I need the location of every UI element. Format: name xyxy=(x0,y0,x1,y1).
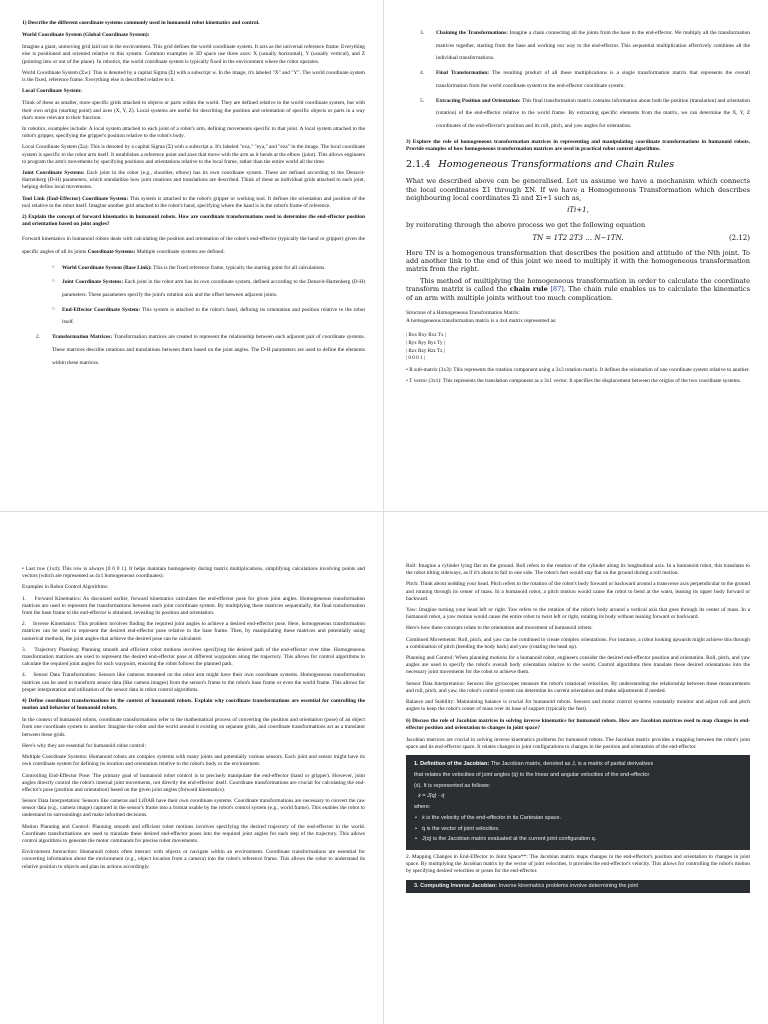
list-item: • q̇ is the vector of joint velocities. xyxy=(414,824,742,835)
joint-label: Joint Coordinate Systems: xyxy=(22,169,85,176)
coordinate-system-list xyxy=(22,262,365,330)
list-item-label: Joint Coordinate Systems: xyxy=(62,279,124,286)
book-paragraph-2: by reiterating through the above process we get the following equation xyxy=(406,220,646,229)
list-number: 2. xyxy=(22,621,27,628)
list-item-label: Transformation Matrices: xyxy=(52,334,113,341)
joint-paragraph xyxy=(22,170,365,191)
tool-text: This system is attached to the robot's gripper or working tool. It defines the orientation and position of the tool relative to the robot itself. Imagine another grid attached to the robot's hand, specifying where the hand is in the robot's frame of reference. xyxy=(22,195,365,209)
yaw-paragraph: Yaw: Imagine turning your head left or right. Yaw refers to the rotation of the robot's body around a vertical axis that goes through its center of mass. In a humanoid robot, a yaw motion would cause the entire robot to twist left or right, rotating its body without leaning forward or backward. xyxy=(406,607,750,621)
environment-paragraph: Environment Interaction: Humanoid robots often interact with objects or navigate within an environment. Coordinate transformations are essential for converting information about the environment (e.g., object location from a camera) into the robot's reference frame. This allows the robot to understand its relative position to objects and plan its actions accordingly. xyxy=(22,849,365,870)
list-item-text: Forward Kinematics: As discussed earlier, forward kinematics calculates the end-effector pose for given joint angles. Homogeneous transformation matrices are used to represent the transformations between each joint coordinate system. By multiplying these matrices sequentially, the final transformation from the base frame to the end-effector is obtained, revealing its position and orientation. xyxy=(22,595,365,616)
example-item xyxy=(22,647,365,668)
matrix-row: | 0 0 0 1 | xyxy=(406,355,425,362)
fk-section xyxy=(22,233,365,258)
world-heading: World Coordinate System (Global Coordinate System): xyxy=(22,32,150,39)
jacobian-definition-block xyxy=(406,755,750,850)
why-paragraph: Here's why they are essential for humanoid robot control: xyxy=(22,742,147,749)
book-p4-bold: chain rule xyxy=(509,285,548,294)
list-number: 4. xyxy=(22,672,27,679)
inverse-jacobian-bar xyxy=(406,880,750,893)
question-4: 4) Define coordinate transformations in the context of humanoid robots. Explain why coordinate transformations are essential for controlling the motion and behavior of humanoid robots. xyxy=(22,698,365,712)
list-item xyxy=(62,276,365,301)
structure-title: Structure of a Homogeneous Transformation Matrix: xyxy=(406,310,520,317)
example-item xyxy=(22,621,365,642)
list-item-label: Chaining the Transformations: xyxy=(436,30,508,36)
relate-paragraph: Here's how these concepts relate to the orientation and movement of humanoid robots: xyxy=(406,625,593,632)
dark-line: that relates the velocities of joint angles (q̇) to the linear and angular velocities of the end-effector xyxy=(414,772,650,779)
list-item xyxy=(406,95,750,133)
section-number: 2.1.4 xyxy=(406,158,431,170)
book-p4-text-a: This method of multiplying the homogeneous transformation in order to calculate the coordinate transform matrix is called the xyxy=(406,276,750,294)
list-item: • ẋ is the velocity of the end-effector in its Cartesian space. xyxy=(414,813,742,824)
list-item-text: The resulting product of all these multiplications is a single transformation matrix that represents the overall transformation from the world coordinate system to the end-effector coordinate system. xyxy=(436,70,750,89)
fk-text-bold: Coordinate Systems: xyxy=(87,248,136,255)
list-item-label: Extracting Position and Orientation: xyxy=(436,97,521,104)
list-item xyxy=(62,304,365,329)
t-vector-note: • T vector (3x1): This represents the translation component as a 3x1 vector. It specifies the displacement between the origins of the two coordinate systems. xyxy=(406,377,742,384)
example-item xyxy=(22,596,365,617)
list-number: 3. xyxy=(22,646,27,653)
list-number: 3. xyxy=(414,882,419,889)
list-item-text: Sensor Data Transformation: Sensors like cameras mounted on the robot arm might have their own coordinate systems. Homogeneous transformation matrices can be used to transform sensor data (like camera images) from the sensor's frame to the robot's base frame or even the world frame. This allows for proper interpretation and utilization of the sensor data in robot control algorithms. xyxy=(22,672,365,693)
question-3: 3) Explore the role of homogeneous transformation matrices in representing and manipulating coordinate transformations in humanoid robots. Provide examples of how homogeneous transformation matrices are used in practical robot control algorithms. xyxy=(406,138,750,152)
list-item-text: Imagine a chain connecting all the joints from the base to the end-effector. We multiply all the transformation matrices together, starting from the base and working our way to the end-effector. This sequential multiplication effectively combines all the individual transformations. xyxy=(436,30,750,62)
page-4 xyxy=(384,512,768,1024)
fk-paragraph xyxy=(22,233,365,258)
list-number: 4. xyxy=(420,70,425,77)
tool-label: Tool Link (End-Effector) Coordinate System: xyxy=(22,195,129,202)
list-item-text: Transformation matrices are created to represent the relationship between each adjacent pair of coordinate systems. These matrices describe rotations and translations between them based on the joint angles. The D-H parameters are used to define the elements within these matrices. xyxy=(52,334,365,366)
examples-title: Examples in Robot Control Algorithms: xyxy=(22,584,109,591)
list-item xyxy=(62,262,365,275)
list-item-text: Trajectory Planning: Planning smooth and efficient robot motions involves specifying the desired path of the end-effector over time. Homogeneous transformation matrices are used to represent the desired end-effector pose at different waypoints along the trajectory. This allows for control algorithms to calculate the required joint angles for each waypoint, ensuring the robot follows the planned path. xyxy=(22,646,366,668)
list-number: 1. xyxy=(22,595,27,602)
where-label: where: xyxy=(414,804,431,811)
matrix-row: | Ryx Ryy Ryz Ty | xyxy=(406,340,445,346)
dark-text: The Jacobian matrix, denoted as J, is a matrix of partial derivatives xyxy=(489,761,654,768)
list-item xyxy=(406,27,750,65)
page-1 xyxy=(0,0,384,512)
equation-inline: iTi+1, xyxy=(567,205,589,214)
list-item-text: This is the fixed reference frame, typically the starting point for all calculations. xyxy=(151,264,326,271)
fk-text-a: Forward kinematics in humanoid robots deals with calculating the position and orientation of the robot's end-effector (typically the hand or gripper) given the specific angles of all its joints xyxy=(22,236,365,255)
book-paragraph-3: Here TN is a homogenous transformation that describes the position and attitude of the Nth joint. To add another link to the end of this joint we need to multiply it with the homogeneous transformation matrix from the right. xyxy=(406,248,750,274)
list-item-text: Each joint in the robot arm has its own coordinate system, defined according to the Denavit-Hartenberg (D-H) parameters. These parameters specify the joint's rotation axis and the offset between adjacent joints. xyxy=(62,279,365,298)
local-paragraph-3: Local Coordinate System (Σa): This is denoted by a capital Sigma (Σ) with a subscript a. It's labeled "exa," "eya," and "eza" in the image. The local coordinate system is specific to the robot arm itself. It establishes a reference point and axes that move with the arm as it bends at the elbow (joint). This allows engineers to program the arm's movements by specifying positions and orientations relative to the local frame, rather than the entire world all the time. xyxy=(22,144,365,165)
combined-paragraph: Combined Movements: Roll, pitch, and yaw can be combined to create complex orientations. For instance, a robot looking upwards might achieve this through a combination of pitch (bending the body back) and yaw (rotating the head up). xyxy=(406,636,750,650)
mapping-paragraph: 2. Mapping Changes in End-Effector to Joint Space**: The Jacobian matrix maps changes in the end-effector's position and orientation to changes in joint space. By multiplying the Jacobian matrix by the vector of joint velocities, it provides the end-effector's velocity. This allows for controlling the robot's motion by specifying desired velocities or poses for the end-effector. xyxy=(406,854,750,875)
sensor-paragraph: Sensor Data Interpretation: Sensors like cameras and LiDAR have their own coordinate systems. Coordinate transformations are necessary to convert the raw sensor data (e.g., camera image) captured in the sensor's frame into a format usable by the robot's control system (e.g., world frame). This enables the robot to understand its surroundings and make informed decisions. xyxy=(22,798,365,819)
list-number: 1. xyxy=(414,761,419,768)
book-excerpt xyxy=(406,159,750,302)
pitch-paragraph: Pitch: Think about nodding your head. Pitch refers to the rotation of the robot's body forward or backward around a transverse axis perpendicular to the ground and running through its center of mass. In a humanoid robot, a pitch motion would cause the robot to bend at the waist, leaning its upper body forward or backward. xyxy=(406,581,750,602)
example-item xyxy=(22,672,365,693)
multiple-systems-paragraph: Multiple Coordinate Systems: Humanoid robots are complex systems with many joints and potentially various sensors. Each joint and sensor might have its own coordinate system for defining its location and orientation relative to the robot's body or the environment. xyxy=(22,754,365,768)
world-paragraph-1: Imagine a giant, unmoving grid laid out in the environment. This grid defines the world coordinate system. It acts as the universal reference frame: Everything else is positioned and oriented relative to this system. Common examples in 3D space use three axes: X (usually horizontal), Y (usually vertical), and Z (pointing into or out of the plane). In robotics, the world coordinate system is typically fixed in the environment where the robot operates. xyxy=(22,44,365,65)
list-item-label: World Coordinate System (Base Link): xyxy=(62,264,152,271)
local-paragraph-1: Think of these as smaller, more specific grids attached to objects or parts within the world. They are defined relative to the world coordinate system, but with their own origin (starting point) and axes (X, Y, Z). Local systems are useful for describing the position and orientation of specific objects or parts in a way that's more relevant to their function. xyxy=(22,100,365,121)
dark-line: (ẋ). It is represented as follows: xyxy=(414,782,491,789)
control-paragraph: Controlling End-Effector Pose: The primary goal of humanoid robot control is to precisely manipulate the end-effector (hand or gripper). However, joint angles directly control the robot's internal joint movements, not directly the end-effector itself. Coordinate transformations are crucial for calculating the end-effector's pose (position and orientation) based on the given joint angles (forward kinematics). xyxy=(22,772,365,793)
dark-label: Definition of the Jacobian: xyxy=(420,761,490,768)
question-2: 2) Explain the concept of forward kinematics in humanoid robots. How are coordinate transformations used to determine the end-effector position and orientation based on joint angles? xyxy=(22,213,365,228)
equation-body: TN = 1T2 2T3 … N−1TN. xyxy=(532,234,624,243)
sensor-paragraph: Sensor Data Interpretation: Sensors like gyroscopes measure the robot's rotational velocities. By understanding the relationship between these measurements and roll, pitch, and yaw, the robot's control system can determine its current orientation and make adjustments if needed. xyxy=(406,680,750,694)
motion-paragraph: Motion Planning and Control: Planning smooth and efficient robot motions involves specifying the desired trajectory of the end-effector in the world. Coordinate transformations are used to translate these desired end-effector poses into the required joint angles for each step of the trajectory. This allows control algorithms to generate the motor commands for precise robot movements. xyxy=(22,823,365,844)
list-item-label: End-Effector Coordinate System: xyxy=(62,306,141,313)
dark-line xyxy=(414,759,742,770)
matrix-block xyxy=(406,332,750,362)
book-p4-text-b: . The chain rule enables us to calculate the kinematics of an arm with multiple joints without too much complication. xyxy=(406,285,750,302)
list-item xyxy=(22,331,365,369)
structure-text: A homogeneous transformation matrix is a 4x4 matrix represented as: xyxy=(406,318,557,325)
roll-paragraph: Roll: Imagine a cylinder lying flat on the ground. Roll refers to the rotation of the cylinder along its longitudinal axis. In a humanoid robot, this translates to the robot tilting sideways, as if it's about to fall to one side. The robot's feet would stay flat on the ground during a roll motion. xyxy=(406,563,750,577)
page-3 xyxy=(0,512,384,1024)
question-1: 1) Describe the different coordinate systems commonly used in humanoid robot kinematics and control. xyxy=(22,20,260,26)
dark-label: Computing Inverse Jacobian: xyxy=(420,882,498,889)
question-6: 6) Discuss the role of Jacobian matrices in solving inverse kinematics for humanoid robots. How are Jacobian matrices used to map changes in end-effector position and orientation to changes in joint space? xyxy=(406,717,750,731)
list-item-text: Inverse Kinematics: This problem involves finding the required joint angles to achieve a desired end-effector pose. Here, homogeneous transformation matrices can be used to represent the desired end-effector pose relative to the base frame. Then, by manipulating these matrices and potentially using numerical methods, the joint angles that achieve the desired pose can be calculated. xyxy=(22,621,365,642)
section-title-text: Homogeneous Transformations and Chain Rules xyxy=(438,158,675,170)
list-number: 2. xyxy=(36,334,41,341)
balance-paragraph: Balance and Stability: Maintaining balance is crucial for humanoid robots. Sensors and motor control systems constantly monitor and adjust roll and pitch angles to keep the robot's center of mass over its base of support (typically the feet). xyxy=(406,699,750,713)
r-submatrix-note: • R sub-matrix (3x3): This represents the rotation component using a 3x3 rotation matrix. It defines the orientation of one coordinate system relative to another. xyxy=(406,366,750,373)
matrix-row: | Rxx Rxy Rxz Tx | xyxy=(406,332,446,339)
list-item: • J(q) is the Jacobian matrix evaluated at the current joint configuration q. xyxy=(414,834,742,845)
jacobian-paragraph: Jacobian matrices are crucial in solving inverse kinematics problems for humanoid robots. The Jacobian matrix provides a mapping between the robot's joint space and its end-effector space. It relates changes in joint configurations to changes in the position and orientation of the end-effector. xyxy=(406,736,750,750)
list-item-text: This final transformation matrix contains information about both the position (translation) and orientation (rotation) of the end-effector relative to the world frame. By extracting specific elements from the matrix, we can determine the X, Y, Z coordinates of the end-effector's position and its roll, pitch, and yaw angles for orientation. xyxy=(436,97,750,129)
list-number: 5. xyxy=(420,97,425,104)
book-paragraph-4 xyxy=(406,277,750,302)
last-row-note: • Last row (1x4): This row is always [0 0 0 1]. It helps maintain homogeneity during matrix multiplications, simplifying calculations involving points and vectors (which are represented as 4x1 homogeneous coordinates). xyxy=(22,566,365,580)
equation-2-12 xyxy=(406,234,750,243)
joint-text: Each joint in the robot (e.g., shoulder, elbow) has its own coordinate system. These are defined according to the Denavit-Hartenberg (D-H) parameters, which standardize how joint rotations and translations are described. Think of these as individual grids attached to each joint, helping define local movements. xyxy=(22,169,365,191)
citation-link[interactable]: [87] xyxy=(550,285,564,294)
planning-paragraph: Planning and Control: When planning motions for a humanoid robot, engineers consider the desired end-effector position and orientation. Roll, pitch, and yaw angles are used to specify the robot's overall body orientation relative to the world. Control algorithms then translate these desired orientations into the necessary joint movements for the robot to achieve them. xyxy=(406,655,750,676)
chain-steps-list xyxy=(406,27,750,133)
list-item-text: This system is attached to the robot's hand, defining its orientation and position relative to the robot itself. xyxy=(62,306,365,326)
page-2 xyxy=(384,0,768,512)
list-item xyxy=(406,67,750,92)
fk-text-b: Multiple coordinate systems are defined: xyxy=(135,248,225,255)
local-heading: Local Coordinate System: xyxy=(22,88,82,95)
equation-tag: (2.12) xyxy=(728,234,750,243)
transformation-list xyxy=(22,331,365,369)
list-item-label: Final Transformation: xyxy=(436,70,490,77)
section-title xyxy=(406,159,750,171)
book-paragraph-1: What we described above can be generalised. Let us assume we have a mechanism which connects the local coordinates Σ1 through ΣN. If we have a Homogeneous Transformation which describes neighbouring local coordinates Σi and Σi+1 such as, xyxy=(406,177,750,203)
world-paragraph-2: World Coordinate System (Σw): This is denoted by a capital Sigma (Σ) with a subscript w. In the image, it's labeled "X" and "Y". The world coordinate system is the fixed, reference frame. Everything else is described relative to it. xyxy=(22,69,365,83)
dark-text: Inverse kinematics problems involve determining the joint xyxy=(497,882,639,889)
list-number: 3. xyxy=(420,30,425,36)
jacobian-equation: ẋ = J(q) · q̇ xyxy=(418,793,445,800)
local-paragraph-2: In robotics, examples include: A local system attached to each joint of a robot's arm, defining movements specific to that joint. A local system attached to the robot's gripper, specifying the gripper's position relative to the robot's body. xyxy=(22,125,365,140)
definition-paragraph: In the context of humanoid robots, coordinate transformations refer to the mathematical process of converting the position and orientation (pose) of an object from one coordinate system to another. Imagine the robot and the world around it existing on separate grids, and coordinate transformations act as a translator between these grids. xyxy=(22,717,365,738)
matrix-row: | Rzx Rzy Rzz Tz | xyxy=(406,347,445,354)
tool-paragraph xyxy=(22,196,365,210)
